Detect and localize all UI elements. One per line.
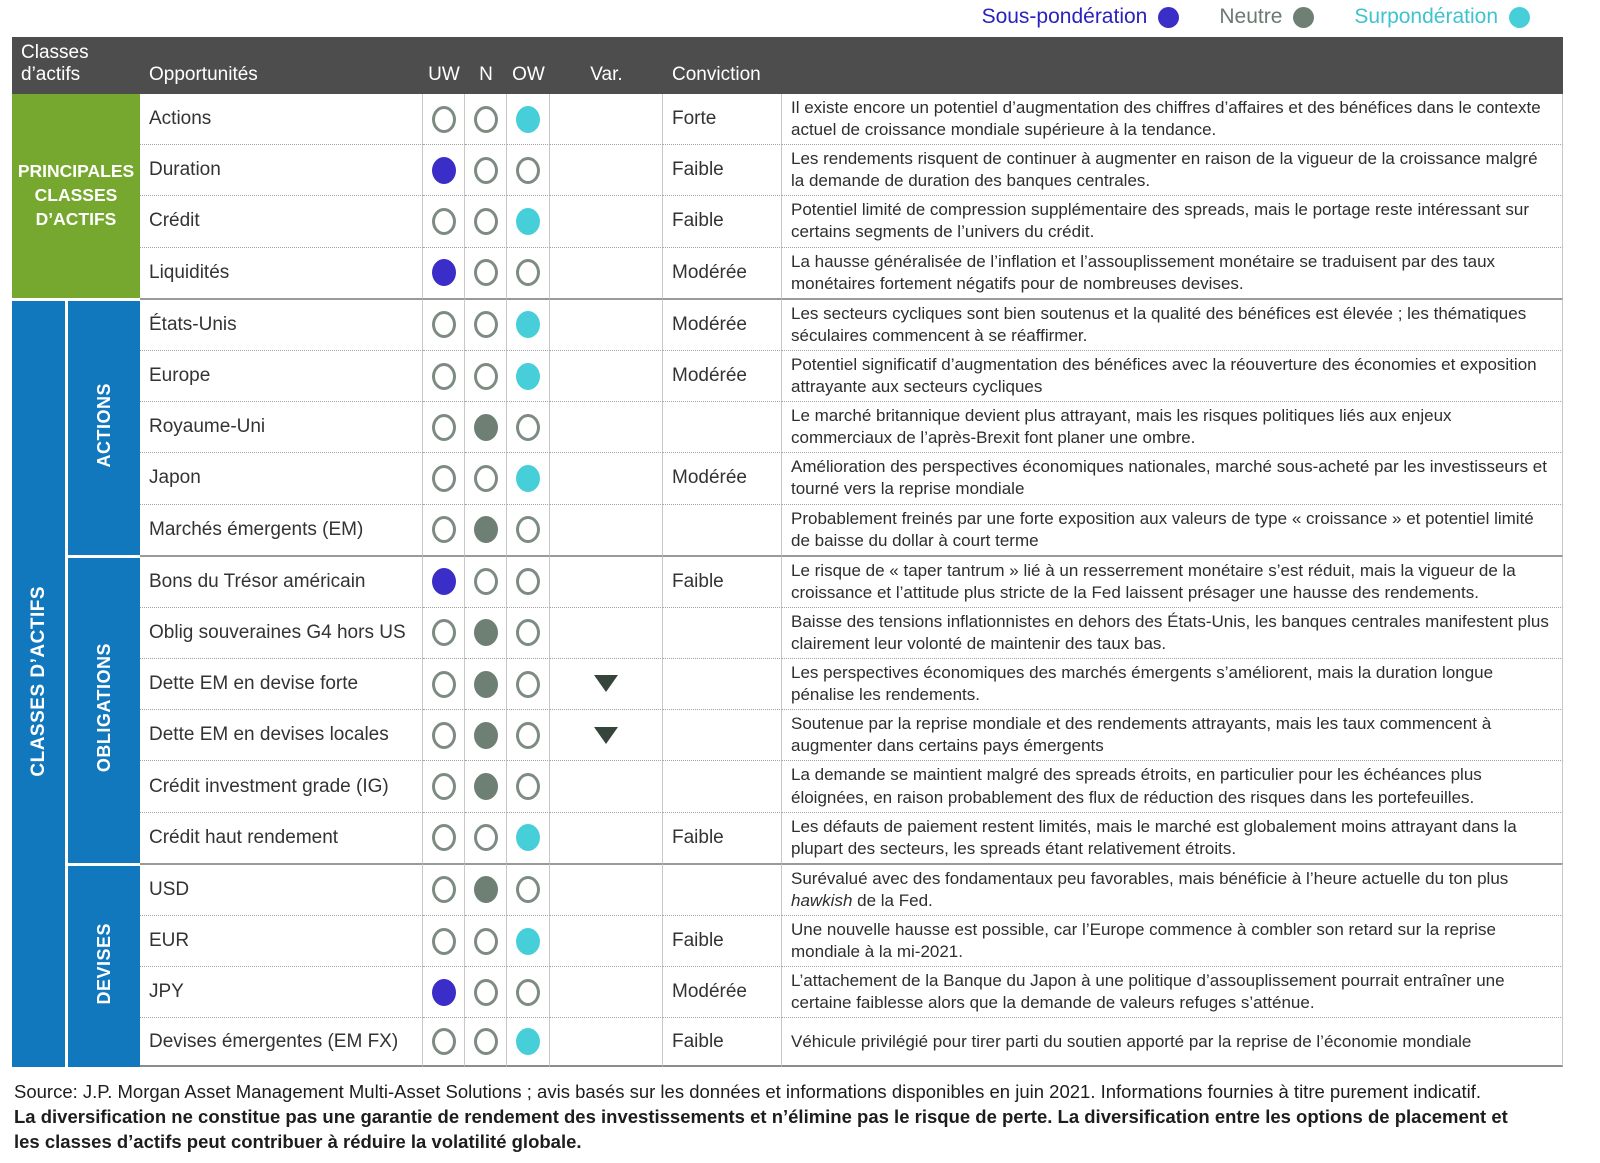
table-row (12, 350, 1563, 401)
conviction-cell: Faible (663, 195, 782, 246)
footer (14, 1080, 1536, 1154)
comment-cell: L’attachement de la Banque du Japon à une politique d’assouplissement pourrait entraîner une certaine faiblesse alors que la demande de valeurs refuges s’atténue. (782, 966, 1563, 1017)
weight-uw-cell (423, 94, 465, 144)
group-label-text: ACTIONS (93, 382, 114, 468)
empty-circle-icon (432, 722, 456, 749)
table-row (12, 247, 1563, 298)
weight-n-cell (465, 760, 507, 811)
variation-cell (550, 401, 663, 452)
empty-circle-icon (474, 465, 498, 492)
empty-circle-icon (516, 516, 540, 543)
opportunity-label: USD (140, 863, 423, 915)
weight-uw-cell (423, 247, 465, 298)
comment-cell: Le risque de « taper tantrum » lié à un resserrement monétaire s’est réduit, mais la vigueur de la croissance et l’attitude plus stricte de la Fed laissent présager une hausse des rendements. (782, 555, 1563, 607)
header-var: Var. (550, 37, 663, 94)
empty-circle-icon (432, 363, 456, 390)
opportunity-label: Crédit investment grade (IG) (140, 760, 423, 811)
weight-uw-cell (423, 504, 465, 555)
variation-cell (550, 709, 663, 760)
legend-label-overweight: Surpondération (1354, 5, 1498, 28)
comment-cell: Baisse des tensions inflationnistes en dehors des États-Unis, les banques centrales manifestent plus clairement leur volonté de maintenir des taux bas. (782, 607, 1563, 658)
filled-circle-icon (516, 208, 540, 235)
weight-n-cell (465, 452, 507, 503)
variation-cell (550, 504, 663, 555)
filled-circle-icon (516, 363, 540, 390)
header-uw: UW (423, 37, 465, 94)
conviction-cell: Faible (663, 812, 782, 863)
empty-circle-icon (516, 157, 540, 184)
table-row (12, 555, 1563, 607)
empty-circle-icon (474, 979, 498, 1006)
empty-circle-icon (474, 311, 498, 338)
table-row (12, 658, 1563, 709)
weight-ow-cell (507, 607, 550, 658)
opportunity-label: Crédit (140, 195, 423, 246)
weight-ow-cell (507, 298, 550, 350)
conviction-cell: Modérée (663, 350, 782, 401)
empty-circle-icon (432, 465, 456, 492)
comment-cell: Le marché britannique devient plus attrayant, mais les risques politiques liés aux enjeux commerciaux de l’après-Brexit font planer une ombre. (782, 401, 1563, 452)
variation-cell (550, 915, 663, 966)
weight-uw-cell (423, 709, 465, 760)
weight-n-cell (465, 709, 507, 760)
conviction-cell: Modérée (663, 966, 782, 1017)
empty-circle-icon (516, 568, 540, 595)
filled-circle-icon (474, 414, 498, 441)
source-note: Source: J.P. Morgan Asset Management Multi-Asset Solutions ; avis basés sur les données et informations disponibles en juin 2021. Informations fournies à titre purement indicatif. (14, 1081, 1482, 1103)
weight-ow-cell (507, 195, 550, 246)
opportunity-label: Oblig souveraines G4 hors US (140, 607, 423, 658)
empty-circle-icon (516, 671, 540, 698)
weight-n-cell (465, 863, 507, 915)
conviction-cell (663, 709, 782, 760)
weight-uw-cell (423, 658, 465, 709)
table-header-row (12, 37, 1563, 94)
filled-circle-icon (474, 876, 498, 903)
weight-n-cell (465, 607, 507, 658)
weight-ow-cell (507, 452, 550, 503)
table-body (12, 94, 1563, 1067)
filled-circle-icon (516, 465, 540, 492)
weight-uw-cell (423, 607, 465, 658)
weight-ow-cell (507, 144, 550, 195)
opportunity-label: Marchés émergents (EM) (140, 504, 423, 555)
weight-uw-cell (423, 863, 465, 915)
weight-n-cell (465, 144, 507, 195)
weight-uw-cell (423, 812, 465, 863)
group-label-main: PRINCIPALES CLASSES D’ACTIFS (12, 94, 140, 298)
header-conviction: Conviction (663, 37, 782, 94)
weight-uw-cell (423, 350, 465, 401)
empty-circle-icon (516, 619, 540, 646)
opportunity-label: Actions (140, 94, 423, 144)
conviction-cell (663, 760, 782, 811)
empty-circle-icon (432, 876, 456, 903)
group-label-text: DEVISES (93, 923, 114, 1005)
asset-allocation-table (12, 37, 1563, 1067)
comment-cell: Les secteurs cycliques sont bien soutenus et la qualité des bénéfices est élevée ; les thématiques séculaires commencent à se réaffirmer. (782, 298, 1563, 350)
weight-uw-cell (423, 195, 465, 246)
opportunity-label: Liquidités (140, 247, 423, 298)
header-classes: Classes d’actifs (12, 37, 140, 94)
overweight-dot-icon (1509, 7, 1530, 28)
weight-n-cell (465, 350, 507, 401)
variation-cell (550, 247, 663, 298)
weight-ow-cell (507, 247, 550, 298)
empty-circle-icon (516, 876, 540, 903)
weight-uw-cell (423, 144, 465, 195)
table-row (12, 966, 1563, 1017)
variation-cell (550, 350, 663, 401)
empty-circle-icon (432, 824, 456, 851)
weight-n-cell (465, 504, 507, 555)
table-row (12, 94, 1563, 144)
filled-circle-icon (474, 722, 498, 749)
opportunity-label: Europe (140, 350, 423, 401)
weight-ow-cell (507, 863, 550, 915)
opportunity-label: Japon (140, 452, 423, 503)
conviction-cell: Faible (663, 144, 782, 195)
weight-n-cell (465, 298, 507, 350)
filled-circle-icon (432, 979, 456, 1006)
table-row (12, 401, 1563, 452)
weight-n-cell (465, 247, 507, 298)
weight-n-cell (465, 94, 507, 144)
weight-ow-cell (507, 504, 550, 555)
weight-ow-cell (507, 812, 550, 863)
comment-cell: Amélioration des perspectives économiques nationales, marché sous-acheté par les investisseurs et tourné vers la reprise mondiale (782, 452, 1563, 503)
weight-ow-cell (507, 709, 550, 760)
variation-cell (550, 298, 663, 350)
legend-label-neutral: Neutre (1219, 5, 1283, 28)
header-ow: OW (507, 37, 550, 94)
variation-cell (550, 452, 663, 503)
filled-circle-icon (516, 311, 540, 338)
opportunity-label: Duration (140, 144, 423, 195)
group-label-outer (12, 298, 68, 1068)
filled-circle-icon (516, 824, 540, 851)
conviction-cell: Faible (663, 915, 782, 966)
weight-ow-cell (507, 915, 550, 966)
table-row (12, 504, 1563, 555)
comment-cell: Potentiel significatif d’augmentation des bénéfices avec la réouverture des économies et exposition attrayante aux secteurs cycliques (782, 350, 1563, 401)
weight-ow-cell (507, 760, 550, 811)
variation-cell (550, 1017, 663, 1067)
table-row (12, 298, 1563, 350)
table-row (12, 760, 1563, 811)
empty-circle-icon (516, 979, 540, 1006)
weight-ow-cell (507, 1017, 550, 1067)
filled-circle-icon (474, 516, 498, 543)
empty-circle-icon (432, 671, 456, 698)
empty-circle-icon (474, 208, 498, 235)
comment-cell: Surévalué avec des fondamentaux peu favorables, mais bénéficie à l’heure actuelle du ton plus hawkish de la Fed. (782, 863, 1563, 915)
legend-item-underweight (982, 5, 1180, 29)
weight-uw-cell (423, 401, 465, 452)
empty-circle-icon (516, 722, 540, 749)
empty-circle-icon (516, 259, 540, 286)
filled-circle-icon (516, 106, 540, 133)
comment-cell: Les défauts de paiement restent limités, mais le marché est globalement moins attrayant dans la plupart des secteurs, les spreads étant relativement étroits. (782, 812, 1563, 863)
empty-circle-icon (432, 414, 456, 441)
filled-circle-icon (474, 773, 498, 800)
variation-cell (550, 607, 663, 658)
comment-cell: La demande se maintient malgré des spreads étroits, en particulier pour les échéances plus éloignées, en raison probablement des flux de réduction des risques dans les portefeuilles. (782, 760, 1563, 811)
comment-cell: Les rendements risquent de continuer à augmenter en raison de la vigueur de la croissance malgré la demande de duration des banques centrales. (782, 144, 1563, 195)
weight-uw-cell (423, 966, 465, 1017)
empty-circle-icon (516, 414, 540, 441)
empty-circle-icon (432, 928, 456, 955)
underweight-dot-icon (1158, 7, 1179, 28)
conviction-cell: Modérée (663, 247, 782, 298)
weight-uw-cell (423, 298, 465, 350)
filled-circle-icon (432, 157, 456, 184)
group-label-obligations (68, 555, 140, 863)
weight-uw-cell (423, 1017, 465, 1067)
legend (0, 0, 1600, 37)
empty-circle-icon (432, 311, 456, 338)
weight-ow-cell (507, 350, 550, 401)
comment-cell: Probablement freinés par une forte exposition aux valeurs de type « croissance » et potentiel limité de baisse du dollar à court terme (782, 504, 1563, 555)
conviction-cell (663, 401, 782, 452)
opportunity-label: Crédit haut rendement (140, 812, 423, 863)
empty-circle-icon (432, 773, 456, 800)
filled-circle-icon (474, 671, 498, 698)
group-label-actions (68, 298, 140, 555)
weight-n-cell (465, 812, 507, 863)
conviction-cell: Modérée (663, 452, 782, 503)
conviction-cell (663, 863, 782, 915)
empty-circle-icon (474, 1028, 498, 1055)
conviction-cell: Faible (663, 555, 782, 607)
table-row (12, 709, 1563, 760)
disclaimer-note: La diversification ne constitue pas une garantie de rendement des investissements et n’élimine pas le risque de perte. La diversification entre les options de placement et les classes d’actifs peut contribuer à réduire la volatilité globale. (14, 1105, 1508, 1152)
group-label-devises (68, 863, 140, 1068)
variation-cell (550, 863, 663, 915)
opportunity-label: Royaume-Uni (140, 401, 423, 452)
weight-uw-cell (423, 452, 465, 503)
conviction-cell: Forte (663, 94, 782, 144)
empty-circle-icon (432, 619, 456, 646)
empty-circle-icon (474, 568, 498, 595)
weight-uw-cell (423, 915, 465, 966)
weight-ow-cell (507, 966, 550, 1017)
header-comment (782, 37, 1563, 94)
empty-circle-icon (432, 516, 456, 543)
group-label-text: OBLIGATIONS (93, 643, 114, 773)
weight-n-cell (465, 966, 507, 1017)
variation-cell (550, 812, 663, 863)
empty-circle-icon (432, 1028, 456, 1055)
filled-circle-icon (432, 568, 456, 595)
conviction-cell: Modérée (663, 298, 782, 350)
opportunity-label: Bons du Trésor américain (140, 555, 423, 607)
neutral-dot-icon (1293, 7, 1314, 28)
opportunity-label: États-Unis (140, 298, 423, 350)
legend-item-neutral (1219, 5, 1314, 29)
table-row (12, 144, 1563, 195)
variation-cell (550, 555, 663, 607)
empty-circle-icon (474, 824, 498, 851)
weight-n-cell (465, 658, 507, 709)
filled-circle-icon (432, 259, 456, 286)
comment-cell: Potentiel limité de compression supplémentaire des spreads, mais le portage reste intéressant sur certains segments de l’univers du crédit. (782, 195, 1563, 246)
variation-cell (550, 94, 663, 144)
opportunity-label: Dette EM en devises locales (140, 709, 423, 760)
weight-n-cell (465, 915, 507, 966)
empty-circle-icon (474, 259, 498, 286)
header-opportunites: Opportunités (140, 37, 423, 94)
down-triangle-icon (594, 675, 618, 692)
variation-cell (550, 144, 663, 195)
filled-circle-icon (474, 619, 498, 646)
variation-cell (550, 966, 663, 1017)
weight-ow-cell (507, 658, 550, 709)
comment-cell: Soutenue par la reprise mondiale et des rendements attrayants, mais les taux commencent à augmenter dans certains pays émergents (782, 709, 1563, 760)
table-row (12, 452, 1563, 503)
comment-cell: Les perspectives économiques des marchés émergents s’améliorent, mais la duration longue pénalise les rendements. (782, 658, 1563, 709)
conviction-cell (663, 504, 782, 555)
weight-ow-cell (507, 94, 550, 144)
variation-cell (550, 658, 663, 709)
empty-circle-icon (474, 928, 498, 955)
opportunity-label: Dette EM en devise forte (140, 658, 423, 709)
empty-circle-icon (474, 157, 498, 184)
conviction-cell (663, 607, 782, 658)
weight-n-cell (465, 1017, 507, 1067)
opportunity-label: EUR (140, 915, 423, 966)
down-triangle-icon (594, 727, 618, 744)
empty-circle-icon (432, 208, 456, 235)
comment-cell: Il existe encore un potentiel d’augmentation des chiffres d’affaires et des bénéfices dans le contexte actuel de croissance mondiale supérieure à la tendance. (782, 94, 1563, 144)
weight-n-cell (465, 555, 507, 607)
table-row (12, 1017, 1563, 1067)
weight-ow-cell (507, 555, 550, 607)
empty-circle-icon (432, 106, 456, 133)
empty-circle-icon (516, 773, 540, 800)
filled-circle-icon (516, 928, 540, 955)
filled-circle-icon (516, 1028, 540, 1055)
group-label-outer-text: CLASSES D’ACTIFS (27, 586, 49, 777)
comment-cell: Une nouvelle hausse est possible, car l’Europe commence à combler son retard sur la reprise mondiale à la mi-2021. (782, 915, 1563, 966)
variation-cell (550, 195, 663, 246)
opportunity-label: Devises émergentes (EM FX) (140, 1017, 423, 1067)
table-row (12, 607, 1563, 658)
empty-circle-icon (474, 106, 498, 133)
table-row (12, 863, 1563, 915)
table-row (12, 812, 1563, 863)
comment-cell: La hausse généralisée de l’inflation et l’assouplissement monétaire se traduisent par des taux monétaires fortement négatifs pour de nombreuses devises. (782, 247, 1563, 298)
variation-cell (550, 760, 663, 811)
weight-uw-cell (423, 760, 465, 811)
opportunity-label: JPY (140, 966, 423, 1017)
conviction-cell (663, 658, 782, 709)
weight-n-cell (465, 195, 507, 246)
table-row (12, 915, 1563, 966)
table-row (12, 195, 1563, 246)
weight-ow-cell (507, 401, 550, 452)
legend-label-underweight: Sous-pondération (981, 5, 1148, 28)
conviction-cell: Faible (663, 1017, 782, 1067)
legend-item-overweight (1354, 5, 1530, 29)
comment-cell: Véhicule privilégié pour tirer parti du soutien apporté par la reprise de l’économie mondiale (782, 1017, 1563, 1067)
weight-uw-cell (423, 555, 465, 607)
weight-n-cell (465, 401, 507, 452)
header-n: N (465, 37, 507, 94)
empty-circle-icon (474, 363, 498, 390)
